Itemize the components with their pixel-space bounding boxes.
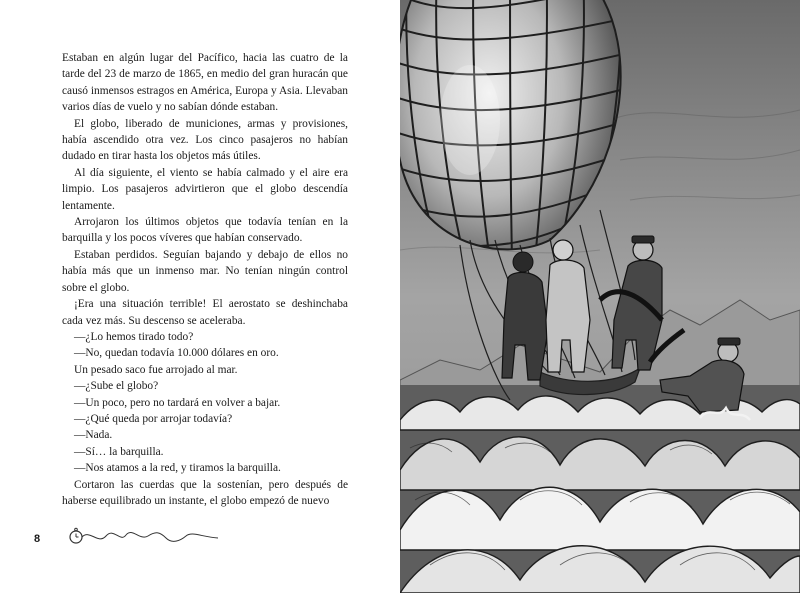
dialogue-line: —¿Lo hemos tirado todo? bbox=[74, 330, 194, 343]
dialogue-line: —Sí… la barquilla. bbox=[74, 445, 164, 458]
paragraph: Arrojaron los últimos objetos que todavía tenían en la barquilla y los pocos víveres que habían conservado. bbox=[62, 216, 348, 245]
paragraph: ¡Era una situación terrible! El aerostato se deshinchaba cada vez más. Su descenso se aceleraba. bbox=[62, 298, 348, 327]
dialogue-line: —Nos atamos a la red, y tiramos la barquilla. bbox=[74, 462, 281, 475]
balloon-illustration bbox=[400, 0, 800, 593]
page-number: 8 bbox=[34, 533, 41, 545]
pocket-watch-icon bbox=[62, 523, 222, 549]
paragraph: Al día siguiente, el viento se había calmado y el aire era limpio. Los pasajeros advirtieron que el globo descendía lentamente. bbox=[62, 166, 348, 212]
paragraph: Un pesado saco fue arrojado al mar. bbox=[74, 363, 238, 376]
illustration-panel bbox=[400, 0, 800, 593]
dialogue-line: —Nada. bbox=[74, 429, 113, 442]
dialogue-line: —Un poco, pero no tardará en volver a bajar. bbox=[74, 396, 281, 409]
dialogue-line: —No, quedan todavía 10.000 dólares en oro. bbox=[74, 347, 279, 360]
paragraph: Cortaron las cuerdas que la sostenían, pero después de haberse equilibrado un instante, el globo empezó de nuevo bbox=[62, 478, 348, 507]
paragraph: Estaban perdidos. Seguían bajando y debajo de ellos no había más que un inmenso mar. No tenían ningún control sobre el globo. bbox=[62, 248, 348, 294]
paragraph: El globo, liberado de municiones, armas y provisiones, había ascendido otra vez. Los cinco pasajeros no habían dudado en tirar hasta los objetos más útiles. bbox=[62, 117, 348, 163]
dialogue-line: —¿Qué queda por arrojar todavía? bbox=[74, 412, 233, 425]
body-text bbox=[62, 50, 348, 509]
dialogue-line: —¿Sube el globo? bbox=[74, 380, 159, 393]
paragraph: Estaban en algún lugar del Pacífico, hacia las cuatro de la tarde del 23 de marzo de 1865, en medio del gran huracán que causó inmensos estragos en América, Europa y Asia. Llevaban varios días de vuelo y no sabían dónde estaban. bbox=[62, 52, 348, 114]
